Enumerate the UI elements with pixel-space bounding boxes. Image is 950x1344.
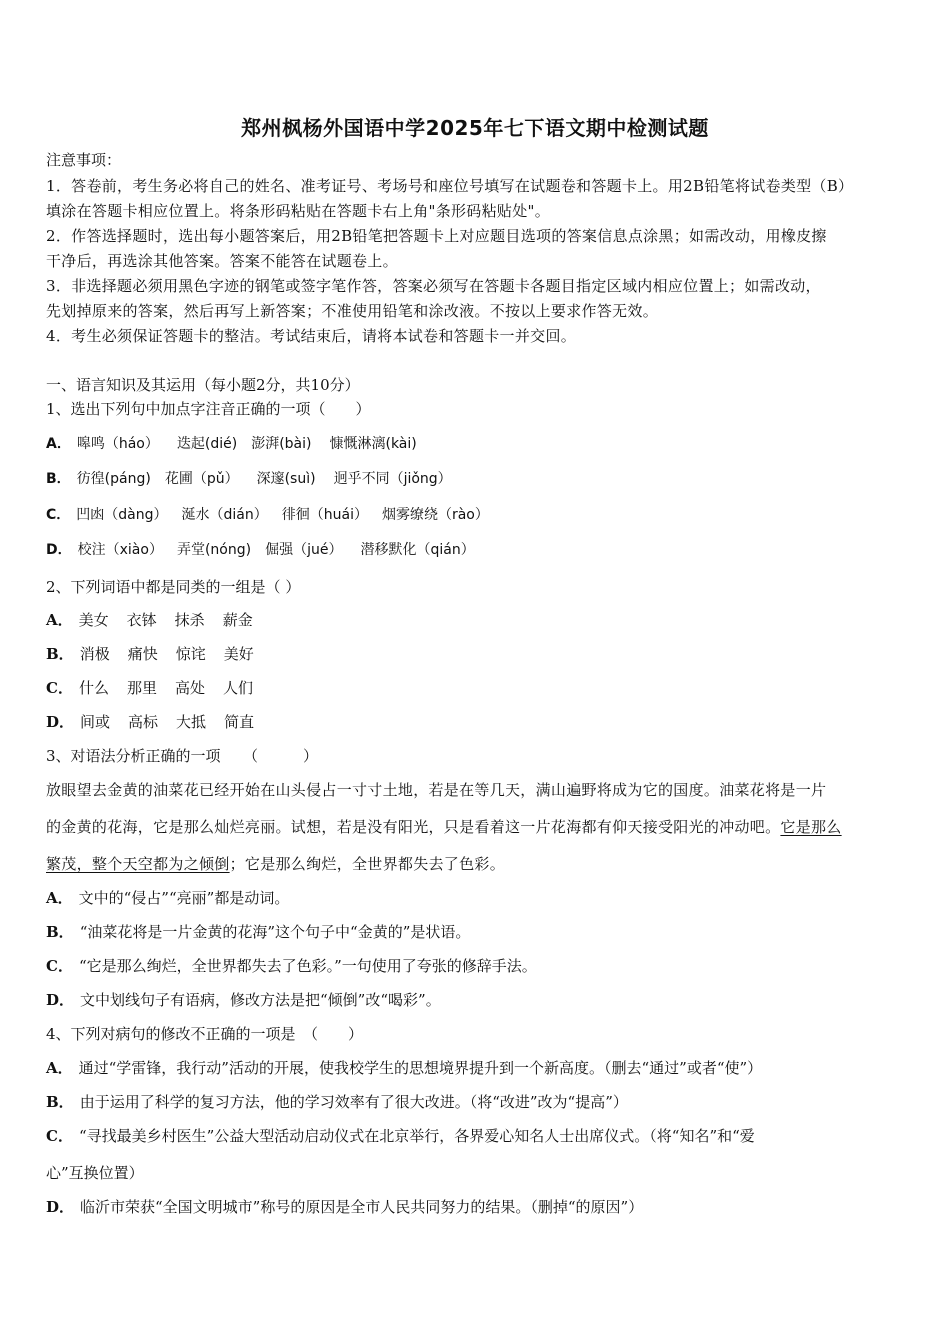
page-title: 郑州枫杨外国语中学2025年七下语文期中检测试题 — [241, 116, 709, 140]
option-key: B． — [46, 471, 71, 487]
q4-option-a — [46, 1058, 762, 1078]
option-key: C． — [46, 679, 73, 697]
option-text: “油菜花将是一片金黄的花海”这个句子中“金黄的”是状语。 — [79, 923, 471, 941]
option-key: D． — [46, 713, 75, 731]
option-key: D． — [46, 991, 75, 1009]
option-item: 倔强（jué） — [265, 542, 343, 558]
q1-option-d — [46, 540, 475, 560]
q1-option-a — [46, 434, 417, 454]
q3-option-b — [46, 922, 470, 942]
option-item: 澎湃(bài) — [251, 436, 312, 452]
question-stem: 1、选出下列句中加点字注音正确的一项（ ） — [46, 400, 371, 418]
notice-line: 2．作答选择题时，选出每小题答案后，用2B铅笔把答题卡上对应题目选项的答案信息点涂黑；如需改动，用橡皮擦 — [46, 227, 827, 245]
q2-option-d — [46, 712, 254, 732]
option-item: 人们 — [223, 679, 254, 697]
passage-text: ；它是那么绚烂，全世界都失去了色彩。 — [229, 855, 506, 873]
option-item: 嗥鸣（háo） — [76, 436, 159, 452]
q3-option-d — [46, 990, 441, 1010]
option-item: 惊诧 — [175, 645, 206, 663]
option-item: 间或 — [80, 713, 111, 731]
option-text: 临沂市荣获“全国文明城市”称号的原因是全市人民共同努力的结果。（删掉“的原因”） — [80, 1198, 644, 1216]
q1-option-c — [46, 505, 489, 525]
option-text: 文中的“侵占”“亮丽”都是动词。 — [78, 889, 290, 907]
option-item: 花圃（pǔ） — [164, 471, 239, 487]
option-item: 高标 — [128, 713, 159, 731]
option-text: “寻找最美乡村医生”公益大型活动启动仪式在北京举行，各界爱心知名人士出席仪式。（将“知名”和“爱 — [78, 1127, 755, 1145]
q4-option-b — [46, 1092, 628, 1112]
q3-option-a — [46, 888, 289, 908]
option-item: 高处 — [174, 679, 205, 697]
option-key: A． — [46, 611, 73, 629]
question-stem: 4、下列对病句的修改不正确的一项是 （ ） — [46, 1025, 364, 1043]
option-text: 由于运用了科学的复习方法，他的学习效率有了很大改进。（将“改进”改为“提高”） — [79, 1093, 628, 1111]
option-item: 徘徊（huái） — [281, 507, 368, 523]
option-key: B． — [46, 1093, 74, 1111]
option-key: D． — [46, 542, 72, 558]
notice-line: 干净后，再选涂其他答案。答案不能答在试题卷上。 — [46, 252, 398, 270]
option-item: 什么 — [78, 679, 109, 697]
notice-heading: 注意事项： — [46, 151, 122, 169]
underlined-sentence: 它是那么 — [780, 818, 842, 836]
q2-option-c — [46, 678, 253, 698]
option-text: 通过“学雷锋，我行动”活动的开展，使我校学生的思想境界提升到一个新高度。（删去“通过”或者“使”） — [78, 1059, 763, 1077]
option-item: 那里 — [126, 679, 157, 697]
notice-line: 填涂在答题卡相应位置上。将条形码粘贴在答题卡右上角"条形码粘贴处"。 — [46, 202, 551, 220]
question-stem: 2、下列词语中都是同类的一组是（ ） — [46, 578, 301, 596]
option-item: 凹凼（dàng） — [76, 507, 168, 523]
passage-text: 的金黄的花海，它是那么灿烂亮丽。试想，若是没有阳光，只是看着这一片花海都有仰天接受阳光的冲动吧。 — [46, 818, 781, 836]
option-item: 简直 — [224, 713, 255, 731]
option-key: C． — [46, 957, 73, 975]
option-item: 弄堂(nóng) — [176, 542, 252, 558]
option-item: 美好 — [223, 645, 254, 663]
q3-option-c — [46, 956, 537, 976]
underlined-sentence: 繁茂，整个天空都为之倾倒 — [46, 855, 230, 873]
option-text: 心”互换位置） — [46, 1164, 144, 1182]
option-item: 迥乎不同（jiǒng） — [333, 471, 452, 487]
passage-line — [46, 817, 842, 837]
notice-line: 4．考生必须保证答题卡的整洁。考试结束后，请将本试卷和答题卡一并交回。 — [46, 327, 577, 345]
option-item: 潜移默化（qián） — [360, 542, 475, 558]
notice-line: 先划掉原来的答案，然后再写上新答案；不准使用铅笔和涂改液。不按以上要求作答无效。 — [46, 302, 659, 320]
option-key: A． — [46, 1059, 73, 1077]
option-item: 烟雾缭绕（rào） — [381, 507, 489, 523]
option-item: 消极 — [79, 645, 110, 663]
option-item: 美女 — [78, 611, 109, 629]
option-key: B． — [46, 645, 74, 663]
q2-option-a — [46, 610, 253, 630]
option-item: 彷徨(páng) — [76, 471, 151, 487]
option-key: A． — [46, 436, 71, 452]
notice-line: 3．非选择题必须用黑色字迹的钢笔或签字笔作答，答案必须写在答题卡各题目指定区域内相应位置上；如需改动， — [46, 277, 821, 295]
option-item: 衣钵 — [126, 611, 157, 629]
option-item: 慷慨淋漓(kài) — [329, 436, 417, 452]
notice-line: 1．答卷前，考生务必将自己的姓名、准考证号、考场号和座位号填写在试题卷和答题卡上。用2B铅笔将试卷类型（B） — [46, 177, 854, 195]
option-key: C． — [46, 1127, 73, 1145]
passage-line: 放眼望去金黄的油菜花已经开始在山头侵占一寸寸土地，若是在等几天，满山遍野将成为它的国度。油菜花将是一片 — [46, 781, 827, 799]
q2-option-b — [46, 644, 254, 664]
option-text: “它是那么绚烂，全世界都失去了色彩。”一句使用了夸张的修辞手法。 — [78, 957, 537, 975]
option-item: 痛快 — [127, 645, 158, 663]
q4-option-d — [46, 1197, 643, 1217]
q4-option-c-continued — [46, 1163, 144, 1183]
passage-line — [46, 854, 505, 874]
option-text: 文中划线句子有语病，修改方法是把“倾倒”改“喝彩”。 — [80, 991, 441, 1009]
option-item: 迭起(dié) — [176, 436, 238, 452]
option-key: A． — [46, 889, 73, 907]
option-item: 涎水（dián） — [181, 507, 268, 523]
option-item: 校注（xiào） — [77, 542, 163, 558]
option-key: D． — [46, 1198, 75, 1216]
option-item: 深邃(suì) — [256, 471, 316, 487]
option-item: 大抵 — [176, 713, 207, 731]
option-item: 抹杀 — [174, 611, 205, 629]
q1-option-b — [46, 469, 452, 489]
option-key: C． — [46, 507, 71, 523]
option-key: B． — [46, 923, 74, 941]
section-heading: 一、语言知识及其运用（每小题2分，共10分） — [46, 376, 360, 394]
question-stem: 3、对语法分析正确的一项 （ ） — [46, 747, 319, 765]
q4-option-c — [46, 1126, 755, 1146]
option-item: 薪金 — [222, 611, 253, 629]
